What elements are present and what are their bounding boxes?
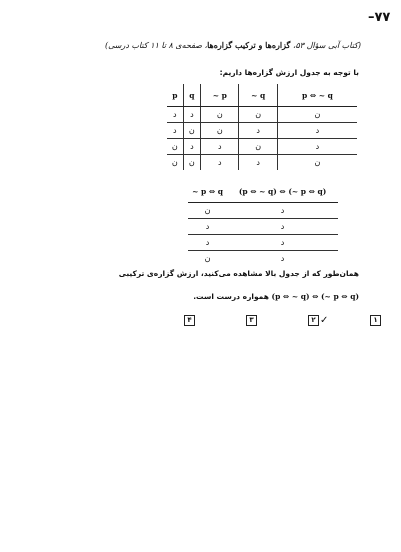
header-cell: q bbox=[183, 84, 200, 107]
table-cell: ن bbox=[188, 251, 227, 267]
option-2[interactable] bbox=[308, 315, 328, 326]
table-row bbox=[167, 107, 357, 123]
table-cell: د bbox=[188, 235, 227, 251]
intro-text: با توجه به جدول ارزش گزاره‌ها داریم: bbox=[219, 68, 359, 77]
table-cell: د bbox=[188, 219, 227, 235]
table-cell: د bbox=[227, 219, 338, 235]
option-box: ۱ bbox=[370, 315, 381, 326]
table-cell: ن bbox=[167, 139, 183, 155]
table-cell: د bbox=[173, 110, 177, 119]
answer-options bbox=[170, 315, 382, 329]
formula-suffix: همواره درست است. bbox=[193, 292, 269, 301]
header-cell: p bbox=[167, 84, 183, 107]
table-cell: ن bbox=[239, 139, 277, 155]
formula-line bbox=[39, 292, 359, 301]
source-reference bbox=[31, 40, 361, 50]
table-cell: ن bbox=[183, 123, 200, 139]
page-number: –۷۷ bbox=[368, 10, 391, 25]
table-cell: د bbox=[227, 235, 338, 251]
table-row bbox=[188, 251, 338, 267]
source-suffix: ، صفحه‌ی ۸ تا ۱۱ کتاب درسی) bbox=[105, 41, 208, 50]
table-cell: ن bbox=[201, 107, 239, 123]
table-cell: د bbox=[183, 107, 200, 123]
table-cell: د bbox=[167, 123, 183, 139]
header-cell: ~ p bbox=[201, 84, 239, 107]
table-row bbox=[167, 123, 357, 139]
table-row bbox=[188, 203, 338, 219]
header-cell: ~ q bbox=[239, 84, 277, 107]
table-cell: د bbox=[277, 139, 357, 155]
option-4[interactable] bbox=[184, 315, 195, 326]
option-box: ۲ bbox=[308, 315, 319, 326]
table-cell: د bbox=[201, 139, 239, 155]
checkmark-icon: ✓ bbox=[320, 315, 329, 326]
table-cell: د bbox=[227, 251, 338, 267]
truth-table-1 bbox=[167, 84, 357, 170]
option-box: ۳ bbox=[246, 315, 257, 326]
table-row bbox=[188, 235, 338, 251]
table-cell: د bbox=[201, 155, 239, 171]
header-cell: (p ⇔ ~ q) ⇔ (~ p ⇔ q) bbox=[227, 180, 338, 203]
table-cell: د bbox=[239, 123, 277, 139]
table-row bbox=[188, 219, 338, 235]
table-row bbox=[167, 155, 357, 171]
table-cell: ن bbox=[239, 107, 277, 123]
option-3[interactable] bbox=[246, 315, 257, 326]
conclusion-text: همان‌طور که از جدول بالا مشاهده می‌کنید، ارزش گزاره‌ی ترکیبی bbox=[118, 269, 359, 278]
table-cell: د bbox=[277, 123, 357, 139]
option-box: ۴ bbox=[184, 315, 195, 326]
table-header-row bbox=[188, 180, 338, 203]
truth-table-2 bbox=[188, 180, 338, 266]
source-topic: گزاره‌ها و ترکیب گزاره‌ها bbox=[207, 40, 291, 50]
table-row bbox=[167, 139, 357, 155]
header-cell: ~ p ⇔ q bbox=[188, 180, 227, 203]
table-cell: د bbox=[183, 139, 200, 155]
table-cell: د bbox=[280, 206, 285, 215]
formula: (p ⇔ ~ q) ⇔ (~ p ⇔ q) bbox=[271, 292, 359, 301]
table-cell: ن bbox=[201, 123, 239, 139]
table-header-row bbox=[167, 84, 357, 107]
table-cell: ن bbox=[183, 155, 200, 171]
table-cell: د bbox=[239, 155, 277, 171]
option-1[interactable] bbox=[370, 315, 381, 326]
table-cell: ن bbox=[167, 155, 183, 171]
header-cell: p ⇔ ~ q bbox=[277, 84, 357, 107]
table-cell: ن bbox=[277, 107, 357, 123]
source-prefix: (کتاب آبی سؤال ۵۳، bbox=[292, 41, 361, 50]
table-cell: ن bbox=[204, 206, 211, 215]
table-cell: ن bbox=[277, 155, 357, 171]
